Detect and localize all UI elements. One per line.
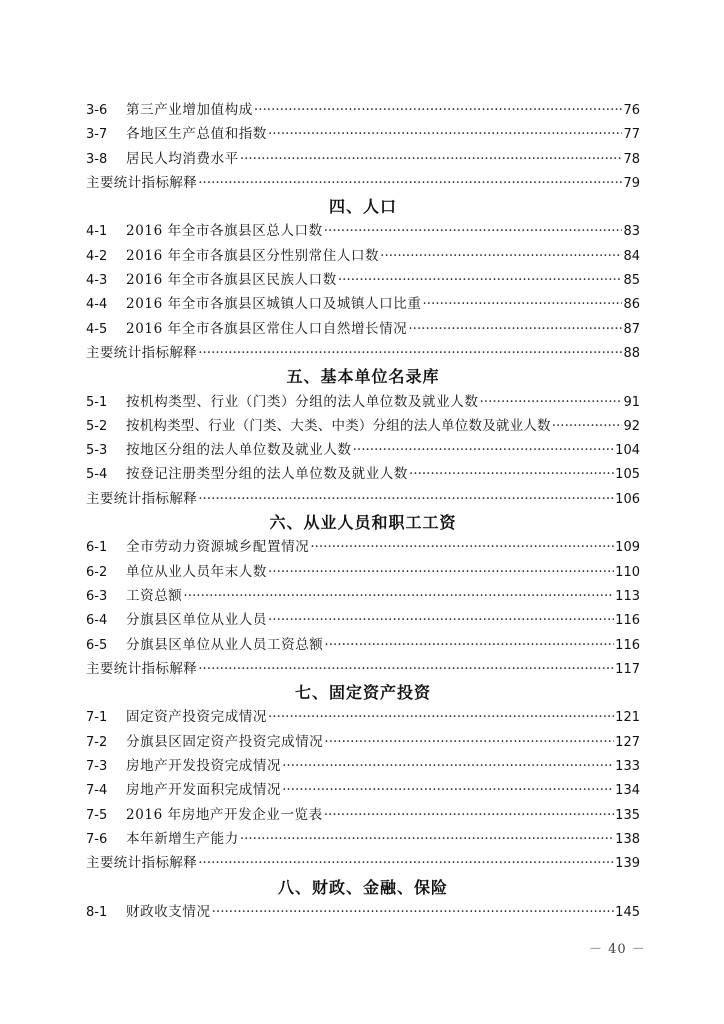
dot-leader (212, 900, 615, 924)
entry-title: 主要统计指标解释 (86, 855, 198, 872)
toc-entry-4-3[interactable] (86, 268, 640, 292)
entry-title: 房地产开发投资完成情况 (126, 758, 282, 775)
entry-page: 92 (623, 418, 640, 434)
entry-page: 138 (615, 831, 640, 847)
entry-page: 116 (615, 613, 640, 629)
entry-title: 按机构类型、行业（门类）分组的法人单位数及就业人数 (126, 393, 479, 410)
toc-entry-indicator-notes-7[interactable] (86, 851, 640, 875)
toc-entry-6-5[interactable] (86, 633, 640, 657)
entry-title: 分旗县区单位从业人员 (126, 612, 267, 629)
toc-entry-7-2[interactable] (86, 730, 640, 754)
entry-title: 2016 年全市各旗县区常住人口自然增长情况 (126, 320, 408, 337)
entry-title: 第三产业增加值构成 (126, 102, 253, 118)
section-heading-population: 四、人口 (328, 197, 397, 217)
toc-entry-7-5[interactable] (86, 803, 640, 827)
entry-title: 主要统计指标解释 (86, 490, 198, 507)
entry-number: 7-6 (86, 831, 108, 847)
dot-leader (268, 122, 622, 146)
entry-page: 79 (623, 175, 640, 191)
entry-number: 4-4 (86, 297, 108, 313)
dot-leader (240, 147, 623, 171)
dot-leader (480, 390, 623, 414)
toc-entry-7-3[interactable] (86, 754, 640, 778)
dot-leader (552, 414, 623, 438)
entry-page: 76 (623, 103, 640, 118)
dot-leader (422, 292, 622, 316)
entry-title: 主要统计指标解释 (86, 174, 198, 191)
dot-leader (380, 244, 622, 268)
dot-leader (338, 268, 623, 292)
entry-title: 居民人均消费水平 (126, 150, 239, 167)
entry-number: 6-3 (86, 588, 108, 604)
entry-page: 104 (615, 443, 640, 459)
entry-title: 全市劳动力资源城乡配置情况 (126, 539, 310, 556)
entry-page: 86 (623, 297, 640, 313)
entry-number: 6-2 (86, 564, 108, 580)
toc-entry-indicator-notes-5[interactable] (86, 487, 640, 511)
dot-leader (282, 778, 614, 802)
entry-page: 84 (623, 248, 640, 264)
toc-entry-6-4[interactable] (86, 608, 640, 632)
entry-page: 78 (623, 151, 640, 167)
dot-leader (268, 560, 614, 584)
entry-title: 各地区生产总值和指数 (126, 126, 267, 143)
entry-number: 6-4 (86, 613, 108, 629)
toc-entry-4-5[interactable] (86, 317, 640, 341)
dot-leader (310, 535, 614, 559)
toc-entry-7-4[interactable] (86, 778, 640, 802)
entry-page: 121 (615, 710, 640, 726)
entry-number: 8-1 (86, 904, 108, 920)
entry-number: 4-5 (86, 321, 108, 337)
toc-entry-5-4[interactable] (86, 462, 640, 486)
entry-page: 105 (615, 467, 640, 483)
entry-page: 139 (615, 856, 640, 872)
table-of-contents (86, 98, 640, 924)
entry-page: 133 (615, 759, 640, 775)
section-heading-finance-insurance: 八、财政、金融、保险 (277, 877, 448, 897)
entry-number: 7-5 (86, 807, 108, 823)
entry-title: 房地产开发面积完成情况 (126, 782, 282, 799)
entry-page: 116 (615, 637, 640, 653)
entry-title: 按机构类型、行业（门类、大类、中类）分组的法人单位数及就业人数 (126, 417, 551, 434)
entry-number: 3-8 (86, 151, 108, 167)
entry-number: 4-1 (86, 224, 108, 240)
toc-entry-7-1[interactable] (86, 705, 640, 729)
entry-number: 4-3 (86, 273, 108, 289)
entry-title: 本年新增生产能力 (126, 830, 239, 847)
toc-entry-4-2[interactable] (86, 244, 640, 268)
entry-number: 7-2 (86, 734, 108, 750)
entry-number: 5-2 (86, 418, 108, 434)
entry-number: 5-4 (86, 467, 108, 483)
entry-page: 106 (615, 491, 640, 507)
entry-page: 85 (623, 273, 640, 289)
entry-page: 83 (623, 224, 640, 240)
dot-leader (282, 754, 614, 778)
toc-entry-indicator-notes-4[interactable] (86, 341, 640, 365)
entry-number: 3-6 (86, 103, 108, 118)
section-heading-basic-units: 五、基本单位名录库 (286, 367, 440, 387)
entry-title: 主要统计指标解释 (86, 344, 198, 361)
entry-number: 5-1 (86, 394, 108, 410)
toc-entry-8-1[interactable] (86, 900, 640, 924)
entry-number: 7-3 (86, 759, 108, 775)
entry-page: 88 (623, 345, 640, 361)
toc-entry-7-6[interactable] (86, 827, 640, 851)
entry-number: 6-5 (86, 637, 108, 653)
dot-leader (198, 171, 622, 195)
dot-leader (324, 803, 614, 827)
dot-leader (324, 730, 614, 754)
toc-entry-3-6[interactable] (86, 98, 640, 122)
dot-leader (353, 438, 615, 462)
entry-page: 91 (623, 394, 640, 410)
page-number: － 40 － (589, 942, 646, 957)
entry-title: 单位从业人员年末人数 (126, 563, 267, 580)
entry-number: 3-7 (86, 127, 108, 143)
entry-page: 77 (623, 127, 640, 143)
entry-page: 134 (615, 783, 640, 799)
dot-leader (198, 341, 622, 365)
entry-number: 7-1 (86, 710, 108, 726)
toc-entry-indicator-notes-6[interactable] (86, 657, 640, 681)
toc-entry-5-3[interactable] (86, 438, 640, 462)
toc-entry-6-1[interactable] (86, 535, 640, 559)
entry-title: 固定资产投资完成情况 (126, 709, 267, 726)
entry-title: 按地区分组的法人单位数及就业人数 (126, 442, 352, 459)
dot-leader (254, 98, 623, 122)
dot-leader (268, 608, 614, 632)
entry-title: 按登记注册类型分组的法人单位数及就业人数 (126, 466, 408, 483)
toc-entry-5-1[interactable] (86, 390, 640, 414)
entry-title: 财政收支情况 (126, 903, 211, 920)
dot-leader (198, 851, 614, 875)
entry-title: 2016 年全市各旗县区分性别常住人口数 (126, 247, 380, 264)
dot-leader (409, 462, 614, 486)
entry-title: 2016 年全市各旗县区总人口数 (126, 223, 323, 240)
toc-entry-6-3[interactable] (86, 584, 640, 608)
entry-page: 127 (615, 734, 640, 750)
dot-leader (268, 705, 614, 729)
entry-title: 分旗县区固定资产投资完成情况 (126, 733, 324, 750)
entry-number: 4-2 (86, 248, 108, 264)
entry-number: 7-4 (86, 783, 108, 799)
entry-title: 2016 年全市各旗县区城镇人口及城镇人口比重 (126, 296, 422, 313)
toc-entry-3-8[interactable] (86, 147, 640, 171)
toc-entry-5-2[interactable] (86, 414, 640, 438)
entry-title: 主要统计指标解释 (86, 660, 198, 677)
dot-leader (198, 657, 614, 681)
toc-entry-4-4[interactable] (86, 292, 640, 316)
entry-page: 110 (615, 564, 640, 580)
entry-title: 分旗县区单位从业人员工资总额 (126, 636, 324, 653)
entry-title: 2016 年全市各旗县区民族人口数 (126, 272, 337, 289)
dot-leader (240, 827, 614, 851)
toc-entry-3-7[interactable] (86, 122, 640, 146)
toc-entry-indicator-notes-3[interactable] (86, 171, 640, 195)
section-heading-fixed-asset-investment: 七、固定资产投资 (294, 683, 431, 703)
section-heading-employment-wages: 六、从业人员和职工工资 (269, 513, 457, 533)
entry-page: 145 (615, 904, 640, 920)
entry-number: 5-3 (86, 443, 108, 459)
entry-page: 135 (615, 807, 640, 823)
dot-leader (408, 317, 622, 341)
entry-title: 2016 年房地产开发企业一览表 (126, 806, 323, 823)
toc-entry-4-1[interactable] (86, 219, 640, 243)
entry-page: 113 (615, 588, 640, 604)
dot-leader (324, 633, 614, 657)
dot-leader (324, 219, 623, 243)
entry-page: 109 (615, 540, 640, 556)
entry-title: 工资总额 (126, 587, 183, 604)
entry-page: 87 (623, 321, 640, 337)
dot-leader (198, 487, 614, 511)
entry-number: 6-1 (86, 540, 108, 556)
dot-leader (183, 584, 614, 608)
toc-entry-6-2[interactable] (86, 560, 640, 584)
entry-page: 117 (615, 661, 640, 677)
